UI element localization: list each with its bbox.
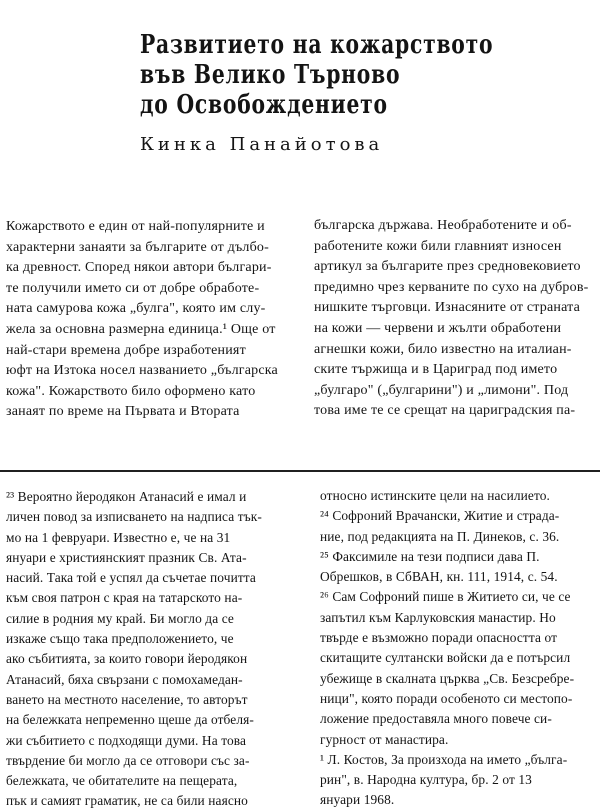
footnote-line: относно истинските цели на насилието. [320,488,550,503]
footnote-line: личен повод за изписването на надписа тък- [6,509,262,525]
body-line: ната самурова кожа „булга", която им слу- [6,301,266,317]
footnote-line: януари е християнският празник Св. Ата- [6,549,247,565]
footnote-line: ването на местното население, то авторът [6,691,248,707]
footnote-line: ²⁶ Сам Софроний пише в Житието си, че се [320,589,571,605]
footnote-line: насий. Така той е успял да съчетае почитта [6,570,256,586]
body-column-left [6,217,300,423]
footnote-line: мо на 1 февруари. Известно е, че на 31 [6,529,231,545]
body-line: юфт на Изтока носел названието „българска [6,363,278,379]
footnote-line: скитащите султански войски да е потърсил [320,650,571,666]
footnote-line: на бележката непременно щеше да отбеля- [6,712,254,728]
article-author: Кинка Панайотова [140,134,384,155]
body-line: нишките търговци. Изнасяните от страната [314,300,581,316]
footnote-line: ние, под редакцията на П. Динеков, с. 36. [320,528,560,544]
footnote-line: бележката, че обитателите на пещерата, [6,773,238,789]
footnote-line: жи събитието с подходящи думи. На това [6,732,247,748]
body-line: „булгаро" („булгарини") и „лимони". Под [314,382,569,398]
body-line: на кожи — червени и жълти обработени [314,320,562,336]
body-column-right [314,216,600,422]
footnotes-column-left [6,487,308,812]
footnote-line: убежище в скалната църква „Св. Безсребре- [320,670,575,686]
footnote-line: Обрешков, в СбВАН, кн. 111, 1914, с. 54. [320,569,558,585]
body-line: характерни занаяти за българите от дълбо- [6,239,269,255]
footnotes-column-right [320,486,600,811]
article-title-line-3: до Освобождението [140,90,388,120]
footnote-line: ници", която поради особеното си местопо- [320,690,573,706]
body-line: това име те се срещат на цариградския па- [314,403,576,419]
footnote-line: Атанасий, бяха свързани с помохамедан- [6,671,243,687]
body-line: занаят по време на Първата и Втората [6,404,240,420]
footnote-line: ²⁵ Факсимиле на тези подписи дава П. [320,548,540,564]
body-line: агнешки кожи, било известно на италиан- [314,341,572,357]
footnote-line: гурност от манастира. [320,731,449,747]
footnote-line: ²⁴ Софроний Врачански, Житие и страда- [320,508,560,524]
footnote-line: ²³ Вероятно йеродякон Атанасий е имал и [6,489,247,504]
article-title-line-2: във Велико Търново [140,60,401,90]
footnote-line: рин", в. Народна култура, бр. 2 от 13 [320,772,532,788]
footnote-line: твърдение би могло да се отговори със за- [6,752,250,768]
body-line: работените кожи били главният износен [314,238,562,254]
body-line: жела за основна размерна единица.¹ Още от [6,321,276,337]
body-line: предимно чрез керваните по сухо на дубров- [314,279,589,295]
footnote-line: твърде е възможно поради опасността от [320,630,558,646]
footnote-divider [0,470,600,472]
footnote-line: изкаже също така предположението, че [6,631,234,647]
body-line: ка древност. Според някои автори българи- [6,260,272,276]
footnote-line: ¹ Л. Костов, За произхода на името „бълга- [320,751,568,767]
body-line: българска държава. Необработените и об- [314,218,572,233]
footnote-line: ако събитията, за които говори йеродякон [6,651,248,667]
footnote-line: към своя патрон с края на татарското на- [6,590,243,606]
footnote-line: запътил към Карлуковския манастир. Но [320,609,556,625]
body-line: артикул за българите през средновековието [314,259,581,275]
body-line: кожа". Кожарството било оформено като [6,383,256,399]
body-line: Кожарството е един от най-популярните и [6,219,265,234]
footnote-line: ложение предоставяла много повече си- [320,711,552,727]
footnote-line: пък и самият граматик, не са били наясно [6,793,248,809]
footnote-line: януари 1968. [320,792,395,808]
body-line: те получили името си от добре обработе- [6,280,260,296]
body-line: най-стари времена добре изработеният [6,342,246,358]
body-line: ските тържища и в Цариград под името [314,362,558,378]
footnote-line: силие в родния му край. Би могло да се [6,610,234,626]
article-title-line-1: Развитието на кожарството [140,30,494,60]
article-header [140,30,570,155]
